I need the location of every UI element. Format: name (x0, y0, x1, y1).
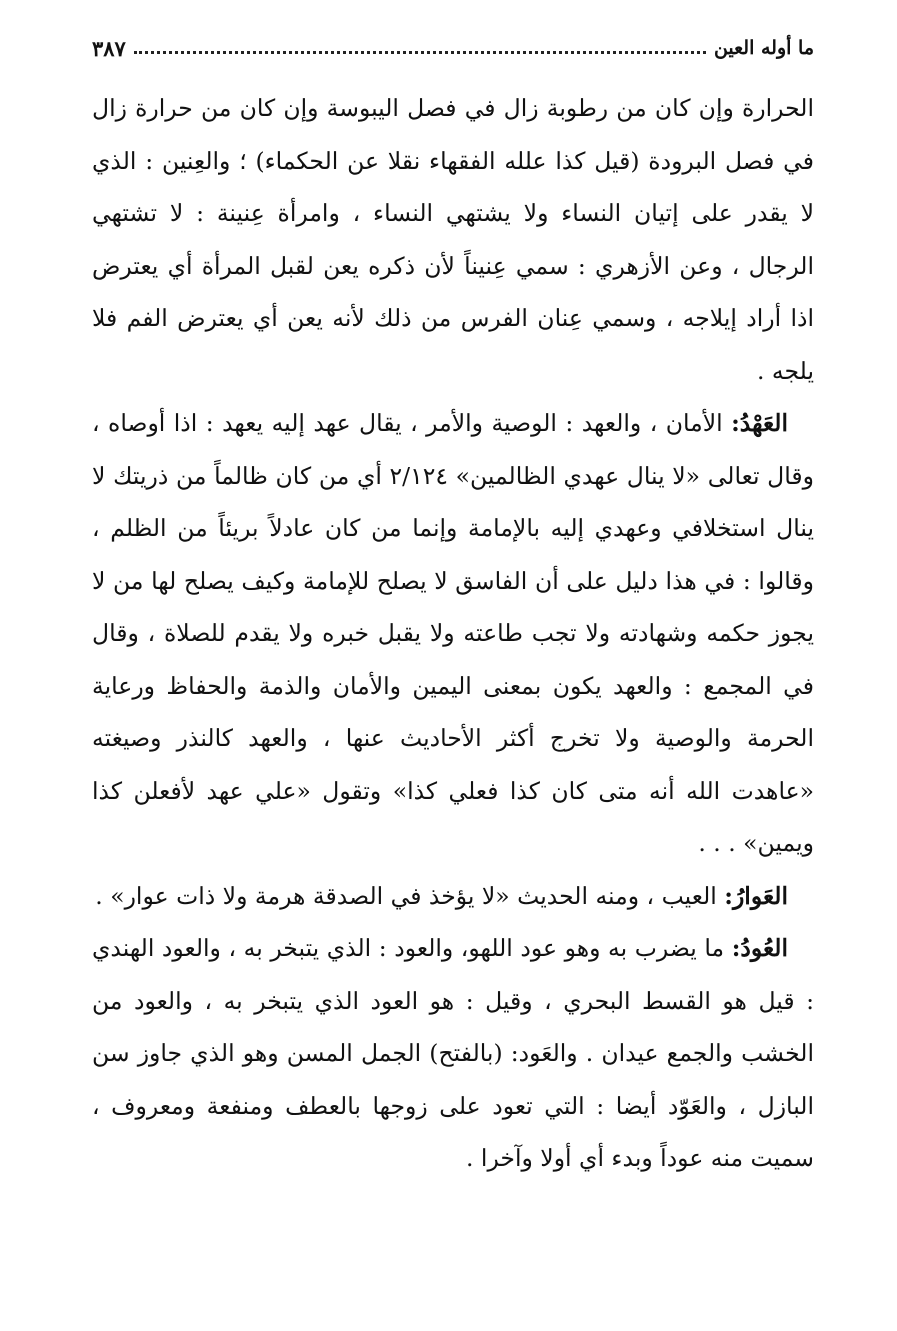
chapter-title: ما أوله العين (713, 37, 814, 59)
page-number: ٣٨٧ (92, 35, 126, 61)
entry-headword: العُودُ: (731, 934, 788, 962)
dictionary-entry-al-ud (92, 922, 814, 1185)
entry-headword: العَهْدُ: (731, 409, 788, 437)
book-page (92, 30, 814, 1185)
dictionary-entry-al-awar (92, 870, 814, 923)
entry-definition: العيب ، ومنه الحديث «لا يؤخذ في الصدقة هرمة ولا ذات عوار» . (95, 881, 717, 910)
paragraph-continuation (92, 82, 814, 397)
paragraph-text: الحرارة وإن كان من رطوبة زال في فصل اليبوسة وإن كان من حرارة زال في فصل البرودة (قيل كذا علله الفقهاء نقلا عن الحكماء) ؛ والعِنين : الذي لا يقدر على إتيان النساء ولا يشتهي النساء ، وامرأة عِنينة : لا تشتهي الرجال ، وعن الأزهري : سمي عِنيناً لأن ذكره يعن لقبل المرأة أي يعترض اذا أراد إيلاجه ، وسمي عِنان الفرس من ذلك لأنه يعن أي يعترض الفم فلا يلجه . (92, 94, 814, 385)
page-body (92, 82, 814, 1185)
dictionary-entry-al-ahd (92, 397, 814, 870)
dotted-leader (134, 51, 706, 54)
running-header (92, 30, 814, 66)
entry-definition: ما يضرب به وهو عود اللهو، والعود : الذي يتبخر به ، والعود الهندي : قيل هو القسط البحري ، وقيل : هو العود الذي يتبخر به ، والعود من الخشب والجمع عيدان . والعَود: (بالفتح) الجمل المسن وهو الذي جاوز سن البازل ، والعَوّد أيضا : التي تعود على زوجها بالعطف ومنفعة ومعروف ، سميت منه عوداً وبدء أي أولا وآخرا . (92, 934, 814, 1172)
entry-definition: الأمان ، والعهد : الوصية والأمر ، يقال عهد إليه يعهد : اذا أوصاه ، وقال تعالى «لا ينال عهدي الظالمين» ٢/١٢٤ أي من كان ظالماً من ذريتك لا ينال استخلافي وعهدي إليه بالإمامة وإنما من كان عادلاً بريئاً من الظلم ، وقالوا : في هذا دليل على أن الفاسق لا يصلح للإمامة وكيف يصلح لها من لا يجوز حكمه وشهادته ولا تجب طاعته ولا يقبل خبره ولا يقدم للصلاة ، وقال في المجمع : والعهد يكون بمعنى اليمين والأمان والذمة والحفاظ ورعاية الحرمة والوصية ولا تخرج أكثر الأحاديث عنها ، والعهد كالنذر وصيغته «عاهدت الله أنه متى كان كذا فعلي كذا» وتقول «علي عهد لأفعلن كذا ويمين» . . . (92, 409, 814, 857)
entry-headword: العَوارُ: (724, 881, 788, 910)
